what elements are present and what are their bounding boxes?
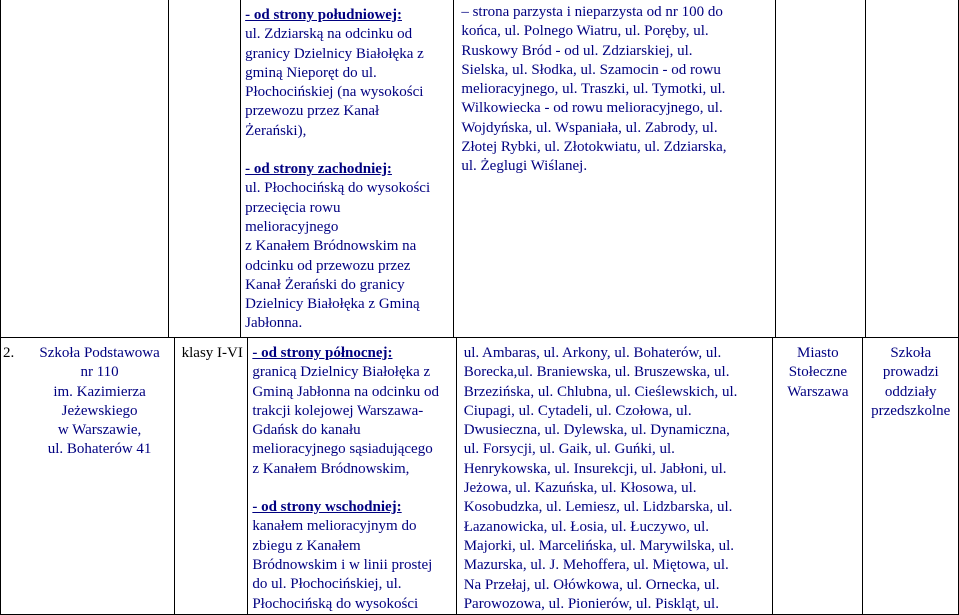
boundary-line: trakcji kolejowej Warszawa- [252,402,424,419]
boundary-line: Bródnowskim i w linii prostej [252,556,433,573]
street-line: ul. Żeglugi Wiślanej. [461,158,588,175]
boundary-line: granicy Dzielnicy Białołęka z [245,45,424,62]
street-line: Jeżowa, ul. Kazuńska, ul. Kłosowa, ul. [463,480,697,497]
authority-line: Miasto [797,345,839,361]
boundary-line: Płochocińską do wysokości [252,595,419,612]
street-line: końca, ul. Polnego Wiatru, ul. Poręby, ul. [461,23,709,40]
street-line: ul. Forsycji, ul. Gaik, ul. Guńki, ul. [463,441,675,458]
street-line: Parowozowa, ul. Pionierów, ul. Piskląt, ul. [463,595,719,612]
cell-streets-2 [456,338,773,615]
street-line: Ciupagi, ul. Cytadeli, ul. Czołowa, ul. [463,402,692,419]
section-heading: - od strony południowej: [245,7,402,23]
cell-boundaries-1 [241,0,454,338]
spacer [245,141,449,160]
school-name [25,344,174,460]
street-line: Majorki, ul. Marcelińska, ul. Marywilska, ul. [463,537,735,554]
boundary-line: odcinku od przewozu przez [245,257,411,274]
boundary-line: Jabłonna. [245,315,303,332]
boundary-line: Gdańsk do kanału [252,422,361,439]
street-line: Złotej Rybki, ul. Złotokwiatu, ul. Zdziarska, [461,139,727,156]
street-line: Wilkowiecka - od rowu melioracyjnego, ul. [461,100,723,117]
boundary-line: granicą Dzielnicy Białołęka z [252,364,431,381]
school-line: im. Kazimierza [53,383,146,400]
cell-streets-1 [454,0,776,338]
boundary-line: Dzielnicy Białołęka z Gminą [245,296,420,313]
authority-line: Warszawa [787,383,849,400]
notes-text [863,344,958,421]
boundary-line: Gminą Jabłonna na odcinku od [252,383,439,400]
street-line: Borecka,ul. Braniewska, ul. Bruszewska, ul. [463,364,730,381]
notes-line: oddziały [884,383,937,400]
streets-text-1 [461,3,771,177]
cell-notes-empty [865,0,958,338]
boundaries-text-2 [252,344,455,614]
street-line: Ruskowy Bród - od ul. Zdziarskiej, ul. [461,42,693,59]
authority-line: Stołeczne [788,364,847,381]
street-line: Na Przełaj, ul. Ołówkowa, ul. Ornecka, ul. [463,576,720,593]
boundary-line: z Kanałem Bródnowskim, [252,460,410,477]
boundary-line: Żerański), [245,122,307,139]
boundary-line: ul. Płochocińską do wysokości [245,180,431,197]
cell-boundaries-2 [248,338,456,615]
cell-school [1,338,175,615]
street-line: ul. Ambaras, ul. Arkony, ul. Bohaterów, ul. [463,345,722,361]
school-line: ul. Bohaterów 41 [47,441,152,458]
notes-line: prowadzi [882,364,939,381]
authority-text [773,344,862,402]
street-line: Łazanowicka, ul. Łosia, ul. Łuczywo, ul. [463,518,710,535]
street-line: Brzezińska, ul. Chlubna, ul. Cieślewskich, ul. [463,383,738,400]
table-row-2 [0,337,959,615]
boundary-line: ul. Zdziarską na odcinku od [245,26,413,43]
boundary-line: gminą Nieporęt do ul. [245,64,377,81]
cell-school-empty [1,0,169,338]
street-line: Henrykowska, ul. Insurekcji, ul. Jabłoni, ul. [463,460,727,477]
section-heading: - od strony północnej: [252,345,393,361]
boundary-line: zbiegu z Kanałem [252,537,361,554]
school-line: Szkoła Podstawowa [39,345,160,361]
boundaries-text-1 [245,6,449,334]
street-line: Sielska, ul. Słodka, ul. Szamocin - od rowu [461,61,721,78]
notes-line: przedszkolne [871,402,951,419]
street-line: Mazurska, ul. J. Mehoffera, ul. Miętowa, ul. [463,557,729,574]
street-line: – strona parzysta i nieparzysta od nr 100 do [461,4,723,20]
notes-line: Szkoła [890,345,932,361]
street-line: melioracyjnego, ul. Traszki, ul. Tymotki, ul. [461,81,726,98]
school-line: w Warszawie, [57,422,142,439]
cell-classes-empty [169,0,241,338]
school-line: nr 110 [80,364,119,381]
school-line: Jeżewskiego [61,402,138,419]
street-line: Wojdyńska, ul. Wspaniała, ul. Zabrody, ul. [461,119,718,136]
cell-classes [175,338,248,615]
school-number: 2. [3,345,15,361]
street-line: Kosobudzka, ul. Lemiesz, ul. Lidzbarska, ul. [463,499,733,516]
boundary-line: do ul. Płochocińskiej, ul. [252,576,402,593]
section-heading: - od strony zachodniej: [245,161,392,178]
cell-authority-empty [776,0,865,338]
cell-notes [863,338,959,615]
boundary-line: kanałem melioracyjnym do [252,518,417,535]
classes-label: klasy I-VI [181,345,243,361]
boundary-line: Płochocińskiej (na wysokości [245,84,424,101]
streets-text-2 [464,344,773,614]
boundary-line: melioracyjnego sąsiadującego [252,441,433,458]
street-line: Dwusieczna, ul. Dylewska, ul. Dynamiczna, [463,422,730,439]
boundary-line: Kanał Żerański do granicy [245,276,405,293]
boundary-line: melioracyjnego [245,218,339,235]
cell-authority [773,338,863,615]
spacer [252,479,455,498]
boundary-line: przecięcia rowu [245,199,341,216]
boundary-line: przewozu przez Kanał [245,103,380,120]
section-heading: - od strony wschodniej: [252,499,402,516]
boundary-line: z Kanałem Bródnowskim na [245,238,417,255]
